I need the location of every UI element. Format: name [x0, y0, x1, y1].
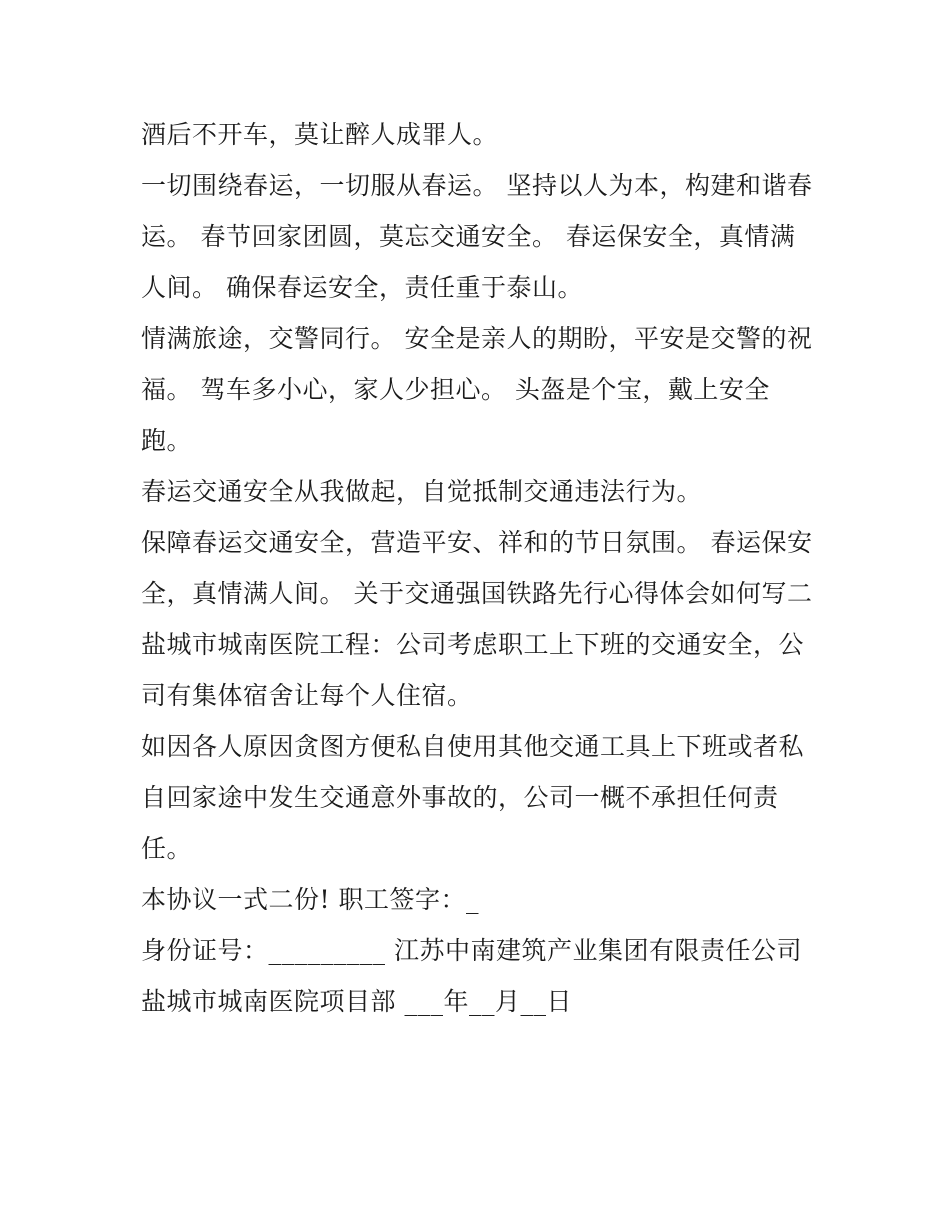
document-body — [141, 109, 813, 1027]
paragraph: 情满旅途，交警同行。 安全是亲人的期盼，平安是交警的祝福。 驾车多小心，家人少担心。 头盔是个宝，戴上安全跑。 — [141, 324, 813, 455]
paragraph: 如因各人原因贪图方便私自使用其他交通工具上下班或者私自回家途中发生交通意外事故的，公司一概不承担任何责任。 — [141, 732, 805, 863]
paragraph: 春运交通安全从我做起，自觉抵制交通违法行为。 — [141, 477, 703, 506]
paragraph: 一切围绕春运，一切服从春运。 坚持以人为本，构建和谐春运。 春节回家团圆，莫忘交通安全。 春运保安全，真情满人间。 确保春运安全，责任重于泰山。 — [141, 171, 813, 302]
paragraph: 酒后不开车，莫让醉人成罪人。 — [141, 120, 499, 149]
signature-line: 本协议一式二份! 职工签字：_ — [141, 885, 479, 914]
id-and-date-line: 身份证号：_________ 江苏中南建筑产业集团有限责任公司 盐城市城南医院项目部 ___年__月__日 — [141, 936, 811, 1016]
paragraph: 保障春运交通安全，营造平安、祥和的节日氛围。 春运保安全，真情满人间。 关于交通强国铁路先行心得体会如何写二盐城市城南医院工程：公司考虑职工上下班的交通安全，公司有集体宿舍让每个人住宿。 — [141, 528, 813, 710]
